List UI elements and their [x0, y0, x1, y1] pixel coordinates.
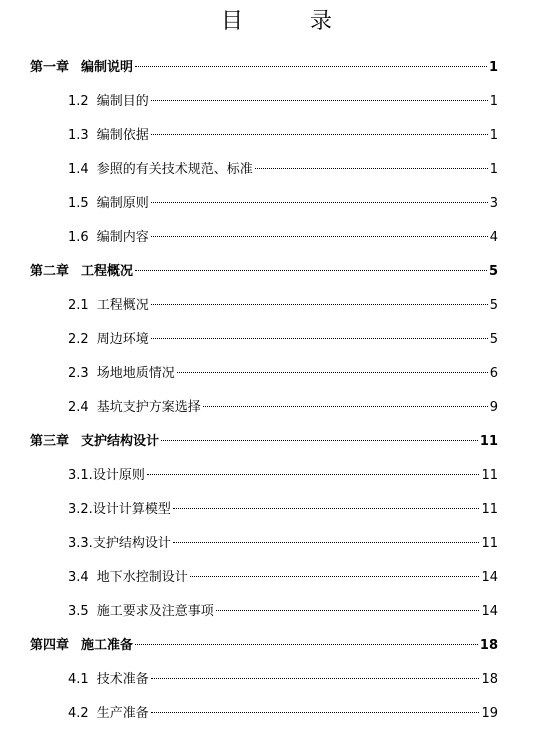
- section-number: 3.2.: [68, 502, 93, 517]
- toc-section-1-5[interactable]: [68, 194, 498, 214]
- page-number: 1: [489, 128, 498, 143]
- page-number: 4: [489, 230, 498, 245]
- toc-chapter-2[interactable]: [30, 262, 498, 282]
- section-number: 1.4: [68, 162, 89, 177]
- dot-leader: [203, 406, 488, 407]
- section-number: 4.2: [68, 706, 89, 721]
- section-number: 1.6: [68, 230, 89, 245]
- section-title: 设计原则: [92, 468, 145, 483]
- chapter-title: 施工准备: [81, 638, 134, 653]
- chapter-number: 第二章: [30, 264, 70, 279]
- page-number: 19: [481, 706, 498, 721]
- toc-section-2-1[interactable]: [68, 296, 498, 316]
- dot-leader: [173, 508, 480, 509]
- dot-leader: [151, 712, 480, 713]
- dot-leader: [177, 372, 488, 373]
- page-number: 14: [481, 570, 498, 585]
- section-number: 3.4: [68, 570, 89, 585]
- chapter-title: 支护结构设计: [81, 434, 160, 449]
- section-title: 生产准备: [96, 706, 149, 721]
- dot-leader: [161, 440, 478, 441]
- section-number: 3.1.: [68, 468, 93, 483]
- dot-leader: [135, 270, 487, 271]
- section-number: 1.3: [68, 128, 89, 143]
- toc-section-2-2[interactable]: [68, 330, 498, 350]
- page-number: 5: [489, 332, 498, 347]
- toc-title: 目 录: [221, 9, 362, 34]
- chapter-title: 工程概况: [81, 264, 134, 279]
- toc-section-1-3[interactable]: [68, 126, 498, 146]
- page-number: 11: [481, 536, 498, 551]
- dot-leader: [151, 134, 488, 135]
- section-title: 编制原则: [96, 196, 149, 211]
- toc-section-3-5[interactable]: [68, 602, 498, 622]
- section-number: 2.1: [68, 298, 89, 313]
- page-number: 6: [489, 366, 498, 381]
- section-title: 周边环境: [96, 332, 149, 347]
- dot-leader: [151, 202, 488, 203]
- toc-section-2-3[interactable]: [68, 364, 498, 384]
- page-number: 18: [481, 672, 498, 687]
- toc-section-1-4[interactable]: [68, 160, 498, 180]
- chapter-number: 第四章: [30, 638, 70, 653]
- dot-leader: [135, 644, 478, 645]
- section-number: 2.4: [68, 400, 89, 415]
- dot-leader: [151, 236, 488, 237]
- dot-leader: [255, 168, 488, 169]
- dot-leader: [151, 304, 488, 305]
- section-title: 参照的有关技术规范、标准: [96, 162, 253, 177]
- chapter-number: 第一章: [30, 60, 70, 75]
- toc-section-1-6[interactable]: [68, 228, 498, 248]
- page-number: 5: [489, 298, 498, 313]
- section-title: 施工要求及注意事项: [96, 604, 214, 619]
- dot-leader: [135, 66, 487, 67]
- toc-section-3-1[interactable]: [68, 466, 498, 486]
- page-number: 11: [479, 434, 498, 449]
- section-number: 4.1: [68, 672, 89, 687]
- page-number: 9: [489, 400, 498, 415]
- section-title: 技术准备: [96, 672, 149, 687]
- section-title: 设计计算模型: [92, 502, 171, 517]
- page-number: 3: [489, 196, 498, 211]
- section-number: 3.3.: [68, 536, 93, 551]
- chapter-number: 第三章: [30, 434, 70, 449]
- page-number: 18: [479, 638, 498, 653]
- toc-chapter-4[interactable]: [30, 636, 498, 656]
- section-number: 1.2: [68, 94, 89, 109]
- dot-leader: [151, 100, 488, 101]
- section-title: 编制目的: [96, 94, 149, 109]
- section-title: 地下水控制设计: [96, 570, 188, 585]
- dot-leader: [147, 474, 480, 475]
- dot-leader: [190, 576, 480, 577]
- page-number: 14: [481, 604, 498, 619]
- section-title: 工程概况: [96, 298, 149, 313]
- toc-section-4-1[interactable]: [68, 670, 498, 690]
- page-number: 1: [489, 94, 498, 109]
- dot-leader: [216, 610, 480, 611]
- toc-section-3-4[interactable]: [68, 568, 498, 588]
- section-number: 1.5: [68, 196, 89, 211]
- page-number: 1: [489, 162, 498, 177]
- page-number: 5: [488, 264, 498, 279]
- section-title: 编制依据: [96, 128, 149, 143]
- section-number: 2.3: [68, 366, 89, 381]
- page-number: 1: [488, 60, 498, 75]
- page-number: 11: [481, 468, 498, 483]
- section-number: 2.2: [68, 332, 89, 347]
- section-title: 场地地质情况: [96, 366, 175, 381]
- section-title: 编制内容: [96, 230, 149, 245]
- section-number: 3.5: [68, 604, 89, 619]
- dot-leader: [151, 678, 480, 679]
- chapter-title: 编制说明: [81, 60, 134, 75]
- toc-chapter-3[interactable]: [30, 432, 498, 452]
- toc-section-3-2[interactable]: [68, 500, 498, 520]
- toc-section-4-2[interactable]: [68, 704, 498, 724]
- dot-leader: [151, 338, 488, 339]
- toc-chapter-1[interactable]: [30, 58, 498, 78]
- toc-section-3-3[interactable]: [68, 534, 498, 554]
- dot-leader: [173, 542, 480, 543]
- toc-section-2-4[interactable]: [68, 398, 498, 418]
- page-number: 11: [481, 502, 498, 517]
- section-title: 基坑支护方案选择: [96, 400, 201, 415]
- toc-section-1-2[interactable]: [68, 92, 498, 112]
- section-title: 支护结构设计: [92, 536, 171, 551]
